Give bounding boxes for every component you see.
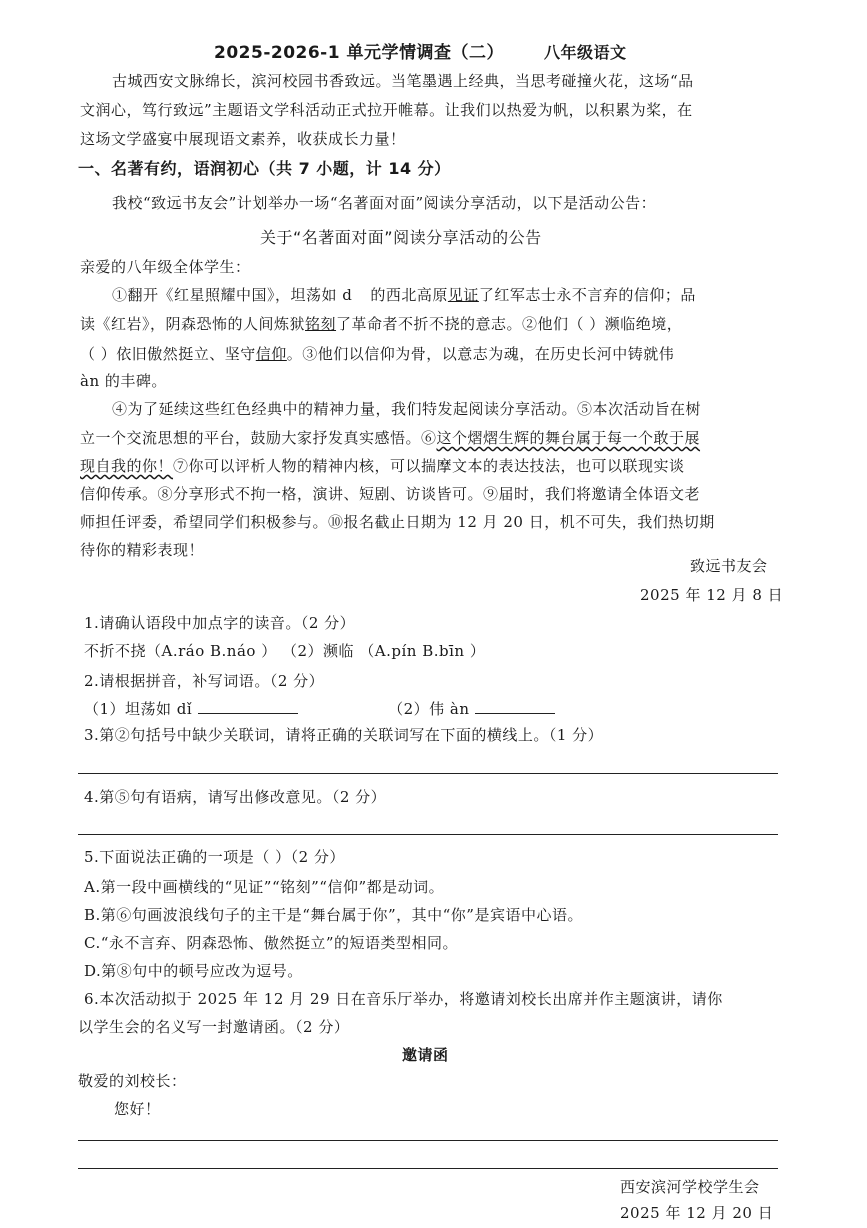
intro-line: 古城西安文脉绵长，滨河校园书香致远。当笔墨遇上经典，当思考碰撞火花，这场“品: [112, 72, 694, 90]
underlined-word: 铭刻: [305, 315, 337, 333]
text-span: 了革命者不折不挠的意志。②他们（ ）濒临绝境，: [336, 315, 683, 333]
text-span: 立一个交流思想的平台，鼓励大家抒发真实感悟。⑥: [80, 429, 437, 447]
text-span: 的西北高原: [370, 286, 448, 304]
invitation-salutation: 敬爱的刘校长：: [78, 1072, 187, 1090]
section-heading: 一、名著有约，语润初心（共 7 小题，计 14 分）: [78, 159, 451, 178]
question-3: 3.第②句括号中缺少关联词，请将正确的关联词写在下面的横线上。（1 分）: [84, 726, 604, 744]
exam-title: 2025-2026-1 单元学情调查（二）: [214, 43, 504, 63]
q2-item-a: （1）坦荡如 dǐ: [84, 700, 193, 718]
exam-header: [214, 42, 627, 64]
answer-line-q3[interactable]: [78, 773, 778, 774]
q5-option-a: A.第一段中画横线的“见证”“铭刻”“信仰”都是动词。: [84, 878, 445, 896]
invitation-writing-line-1[interactable]: [78, 1140, 778, 1141]
answer-blank-2[interactable]: [475, 699, 555, 714]
section-lead: 我校“致远书友会”计划举办一场“名著面对面”阅读分享活动，以下是活动公告：: [112, 194, 657, 212]
invitation-signature: 西安滨河学校学生会: [620, 1178, 760, 1196]
notice-para1-line3: [80, 343, 674, 365]
invitation-title: 邀请函: [402, 1046, 449, 1064]
q5-option-d: D.第⑧句中的顿号应改为逗号。: [84, 962, 303, 980]
notice-para2-line4: 信仰传承。⑧分享形式不拘一格，演讲、短剧、访谈皆可。⑨届时，我们将邀请全体语文老: [80, 485, 701, 503]
exam-subject: 八年级语文: [544, 43, 627, 62]
text-span: ⑦你可以评析人物的精神内核，可以揣摩文本的表达技法，也可以联现实谈: [173, 457, 685, 475]
question-1-options: 不折不挠（A.ráo B.náo ） （2）濒临 （A.pín B.bīn ）: [84, 642, 486, 660]
question-6-line1: 6.本次活动拟于 2025 年 12 月 29 日在音乐厅举办，将邀请刘校长出席并作主题演讲，请你: [84, 990, 723, 1008]
text-span: （ ）依旧傲然挺立、坚守: [80, 345, 256, 363]
intro-line: 这场文学盛宴中展现语文素养，收获成长力量！: [80, 130, 406, 148]
question-5: 5.下面说法正确的一项是（ ）（2 分）: [84, 848, 345, 866]
notice-signature: 致远书友会: [690, 557, 768, 575]
notice-para1-line4: àn 的丰碑。: [80, 372, 167, 390]
notice-greeting: 亲爱的八年级全体学生：: [80, 258, 251, 276]
notice-para1-line1: [112, 284, 696, 306]
question-6-line2: 以学生会的名义写一封邀请函。（2 分）: [78, 1018, 350, 1036]
text-span: 读《红岩》，阴森恐怖的人间炼狱: [80, 315, 306, 333]
notice-para2-line3: [80, 455, 685, 477]
question-2: 2.请根据拼音，补写词语。（2 分）: [84, 672, 325, 690]
underlined-word: 信仰: [255, 345, 287, 363]
text-span: 了红军志士永不言弃的信仰；品: [478, 286, 696, 304]
invitation-date: 2025 年 12 月 20 日: [620, 1204, 774, 1222]
notice-title: 关于“名著面对面”阅读分享活动的公告: [260, 228, 542, 247]
notice-para1-line2: [80, 313, 682, 335]
notice-para2-line5: 师担任评委，希望同学们积极参与。⑩报名截止日期为 12 月 20 日，机不可失，我们热切期: [80, 513, 715, 531]
question-1: 1.请确认语段中加点字的读音。（2 分）: [84, 614, 356, 632]
wavy-underlined-sentence: 现自我的你！: [80, 457, 174, 475]
q2-item-b: （2）伟 àn: [388, 700, 470, 718]
q5-option-b: B.第⑥句画波浪线句子的主干是“舞台属于你”，其中“你”是宾语中心语。: [84, 906, 583, 924]
intro-line: 文润心，笃行致远”主题语文学科活动正式拉开帷幕。让我们以热爱为帆，以积累为桨，在: [80, 101, 693, 119]
question-4: 4.第⑤句有语病，请写出修改意见。（2 分）: [84, 788, 387, 806]
invitation-greeting: 您好！: [114, 1100, 161, 1118]
notice-para2-line1: ④为了延续这些红色经典中的精神力量，我们特发起阅读分享活动。⑤本次活动旨在树: [112, 400, 702, 418]
q5-option-c: C.“永不言弃、阴森恐怖、傲然挺立”的短语类型相同。: [84, 934, 459, 952]
wavy-underlined-sentence: 这个熠熠生辉的舞台属于每一个敢于展: [436, 429, 701, 447]
question-2-items: [84, 698, 555, 720]
notice-date: 2025 年 12 月 8 日: [640, 586, 784, 604]
notice-para2-line6: 待你的精彩表现！: [80, 541, 205, 559]
answer-line-q4[interactable]: [78, 834, 778, 835]
text-span: 。③他们以信仰为骨，以意志为魂，在历史长河中铸就伟: [286, 345, 675, 363]
underlined-word: 见证: [447, 286, 479, 304]
text-span: ①翻开《红星照耀中国》，坦荡如 d: [112, 286, 353, 304]
invitation-writing-line-2[interactable]: [78, 1168, 778, 1169]
answer-blank-1[interactable]: [198, 699, 298, 714]
notice-para2-line2: [80, 427, 700, 449]
